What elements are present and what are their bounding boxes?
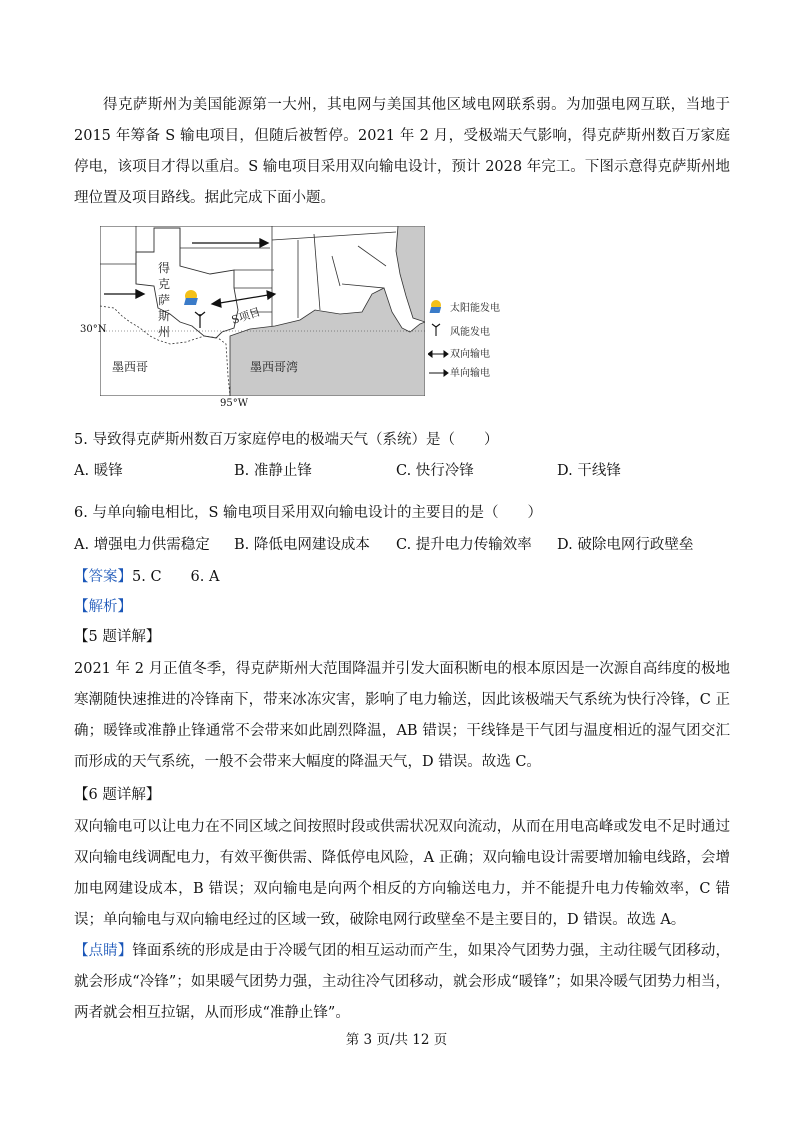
answer-label: 【答案】	[74, 569, 132, 585]
legend-solar-label: 太阳能发电	[450, 303, 500, 314]
mexico-label: 墨西哥	[112, 360, 149, 374]
lon-95w-label: 95°W	[220, 398, 249, 409]
q6-option-a[interactable]: A. 增强电力供需稳定	[74, 537, 210, 553]
legend-unidirectional-arrow	[429, 370, 448, 376]
q6-option-d[interactable]: D. 破除电网行政壁垒	[557, 537, 694, 553]
detail5-text: 2021 年 2 月正值冬季，得克萨斯州大范围降温并引发大面积断电的根本原因是一次源自高纬度的极地寒潮随快速推进的冷锋南下，带来冰冻灾害，影响了电力输送，因此该极端天气系统为快行冷锋，C 正确；暖锋或准静止锋通常不会带来如此剧烈降温，AB 错误；干线锋是干气团与温度相近的湿气团交汇而形成的天气系统，一般不会带来大幅度的降温天气，D 错误。故选 C。	[74, 661, 730, 770]
q5-stem: 5. 导致得克萨斯州数百万家庭停电的极端天气（系统）是（ ）	[74, 432, 499, 448]
intro-paragraph: 得克萨斯州为美国能源第一大州，其电网与美国其他区域电网联系弱。为加强电网互联，当地于 2015 年筹备 S 输电项目，但随后被暂停。2021 年 2 月，受极端天气影响，得克萨斯州数百万家庭停电，该项目才得以重启。S 输电项目采用双向输电设计，预计 2028 年完工。下图示意得克萨斯州地理位置及项目路线。据此完成下面小题。	[74, 97, 730, 206]
legend-solar-icon	[430, 300, 442, 313]
gulf-label: 墨西哥湾	[250, 360, 299, 374]
q5-option-a[interactable]: A. 暖锋	[74, 463, 123, 479]
analysis-label: 【解析】	[74, 599, 132, 615]
texas-state-label: 得 克 萨 斯 州	[158, 261, 171, 339]
detail5-label: 【5 题详解】	[74, 629, 161, 645]
q6-option-c[interactable]: C. 提升电力传输效率	[396, 537, 532, 553]
page-footer: 第 3 页/共 12 页	[345, 1032, 448, 1048]
legend-unidirectional-label: 单向输电	[450, 368, 490, 378]
answer-line	[74, 567, 219, 587]
legend-wind-label: 风能发电	[450, 327, 490, 338]
legend-bidirectional-arrow	[428, 351, 448, 357]
texas-map-figure	[100, 226, 425, 396]
tip-paragraph	[74, 936, 730, 1029]
q6-stem: 6. 与单向输电相比，S 输电项目采用双向输电设计的主要目的是（ ）	[74, 505, 542, 521]
s-project-label: S项目	[229, 305, 263, 327]
answer-value: 5. C 6. A	[132, 569, 220, 585]
legend-wind-icon	[432, 324, 440, 336]
detail6-text: 双向输电可以让电力在不同区域之间按照时段或供需状况双向流动，从而在用电高峰或发电不足时通过双向输电线调配电力，有效平衡供需、降低停电风险，A 正确；双向输电设计需要增加输电线路，会增加电网建设成本，B 错误；双向输电是向两个相反的方向输送电力，并不能提升电力传输效率，C 错误；单向输电与双向输电经过的区域一致，破除电网行政壁垒不是主要目的，D 错误。故选 A。	[74, 819, 730, 928]
q5-option-b[interactable]: B. 准静止锋	[234, 463, 312, 479]
legend-bidirectional-label: 双向输电	[450, 349, 490, 360]
q5-option-d[interactable]: D. 干线锋	[557, 463, 621, 479]
detail6-label: 【6 题详解】	[74, 787, 161, 803]
lat-30n-label: 30°N	[80, 324, 107, 335]
q5-option-c[interactable]: C. 快行冷锋	[396, 463, 474, 479]
q6-option-b[interactable]: B. 降低电网建设成本	[234, 537, 370, 553]
tip-label: 【点睛】	[74, 943, 133, 959]
map-legend	[428, 298, 518, 378]
tip-text: 锋面系统的形成是由于冷暖气团的相互运动而产生，如果冷气团势力强，主动往暖气团移动，就会形成“冷锋”；如果暖气团势力强，主动往冷气团移动，就会形成“暖锋”；如果冷暖气团势力相当，两者就会相互拉锯，从而形成“准静止锋”。	[74, 943, 731, 1021]
